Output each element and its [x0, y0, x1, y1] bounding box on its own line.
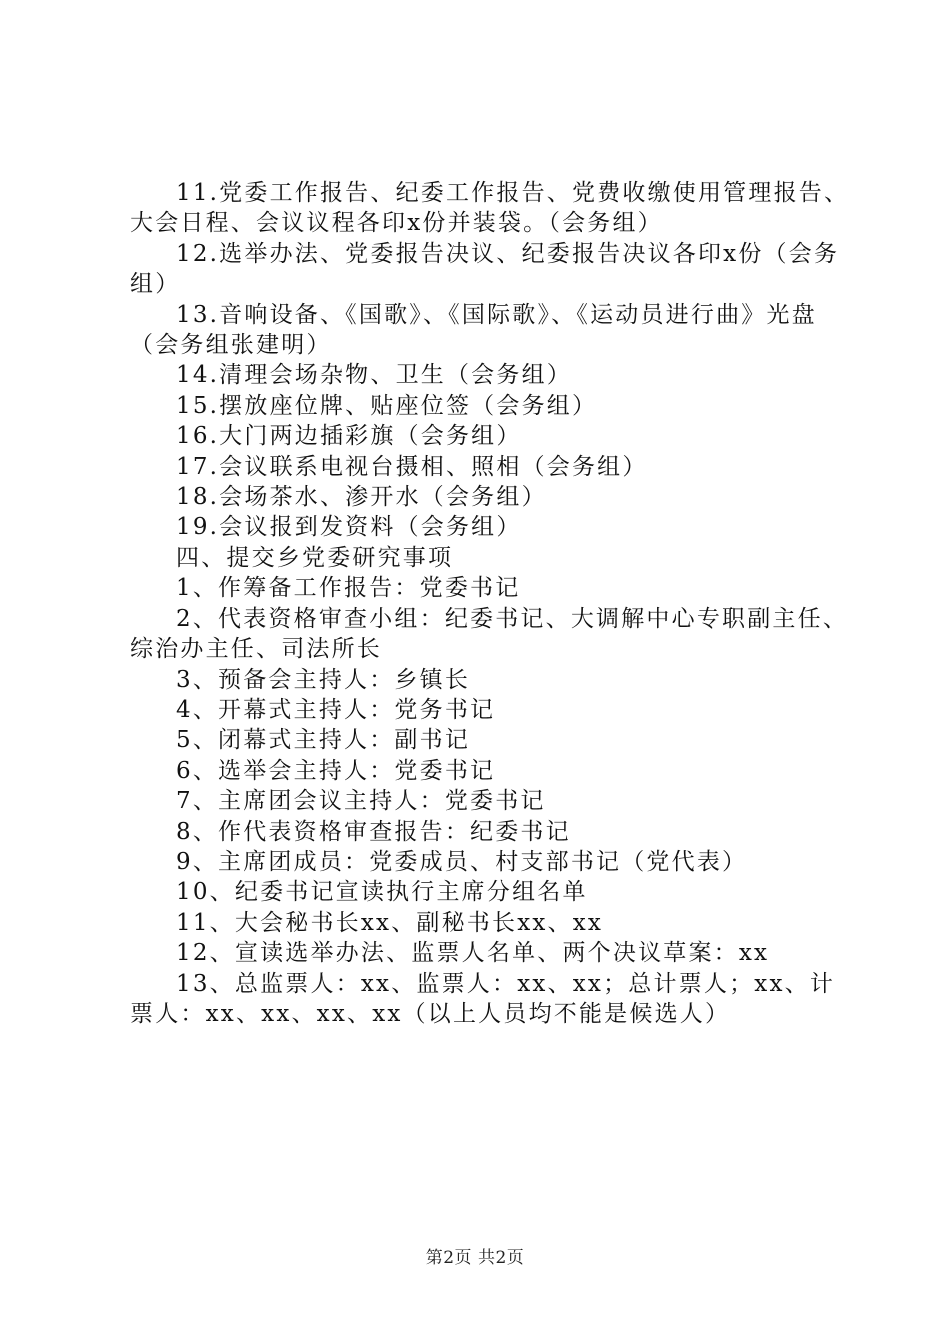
matter-item-2: 2、代表资格审查小组：纪委书记、大调解中心专职副主任、综治办主任、司法所长	[130, 605, 849, 663]
document-body	[130, 178, 860, 1029]
paragraph-item-16: 16.大门两边插彩旗（会务组）	[176, 423, 522, 450]
matter-item-7: 7、主席团会议主持人：党委书记	[176, 788, 546, 815]
paragraph-item-19: 19.会议报到发资料（会务组）	[176, 514, 522, 541]
matter-item-12: 12、宣读选举办法、监票人名单、两个决议草案：xx	[176, 940, 770, 967]
matter-item-6: 6、选举会主持人：党委书记	[176, 757, 496, 784]
paragraph-item-17: 17.会议联系电视台摄相、照相（会务组）	[176, 453, 648, 480]
section-heading-4: 四、提交乡党委研究事项	[176, 544, 454, 571]
matter-item-1: 1、作筹备工作报告：党委书记	[176, 575, 521, 602]
paragraph-item-13: 13.音响设备、《国歌》、《国际歌》、《运动员进行曲》光盘（会务组张建明）	[130, 301, 817, 359]
matter-item-9: 9、主席团成员：党委成员、村支部书记（党代表）	[176, 848, 748, 875]
matter-item-4: 4、开幕式主持人：党务书记	[176, 696, 496, 723]
paragraph-item-18: 18.会场茶水、渗开水（会务组）	[176, 484, 547, 511]
matter-item-8: 8、作代表资格审查报告：纪委书记	[176, 818, 571, 845]
matter-item-13: 13、总监票人：xx、监票人：xx、xx；总计票人；xx、计票人：xx、xx、xx、xx（以上人员均不能是候选人）	[130, 970, 836, 1027]
paragraph-item-11: 11.党委工作报告、纪委工作报告、党费收缴使用管理报告、大会日程、会议议程各印x份并装袋。（会务组）	[130, 180, 850, 237]
matter-item-10: 10、纪委书记宣读执行主席分组名单	[176, 879, 588, 906]
matter-item-11: 11、大会秘书长xx、副秘书长xx、xx	[176, 909, 604, 936]
matter-item-5: 5、闭幕式主持人：副书记	[176, 727, 471, 754]
paragraph-item-15: 15.摆放座位牌、贴座位签（会务组）	[176, 392, 598, 419]
page-number-footer: 第2页 共2页	[425, 1248, 525, 1268]
matter-item-3: 3、预备会主持人：乡镇长	[176, 666, 471, 693]
paragraph-item-14: 14.清理会场杂物、卫生（会务组）	[176, 362, 572, 389]
paragraph-item-12: 12.选举办法、党委报告决议、纪委报告决议各印x份（会务组）	[130, 240, 840, 298]
